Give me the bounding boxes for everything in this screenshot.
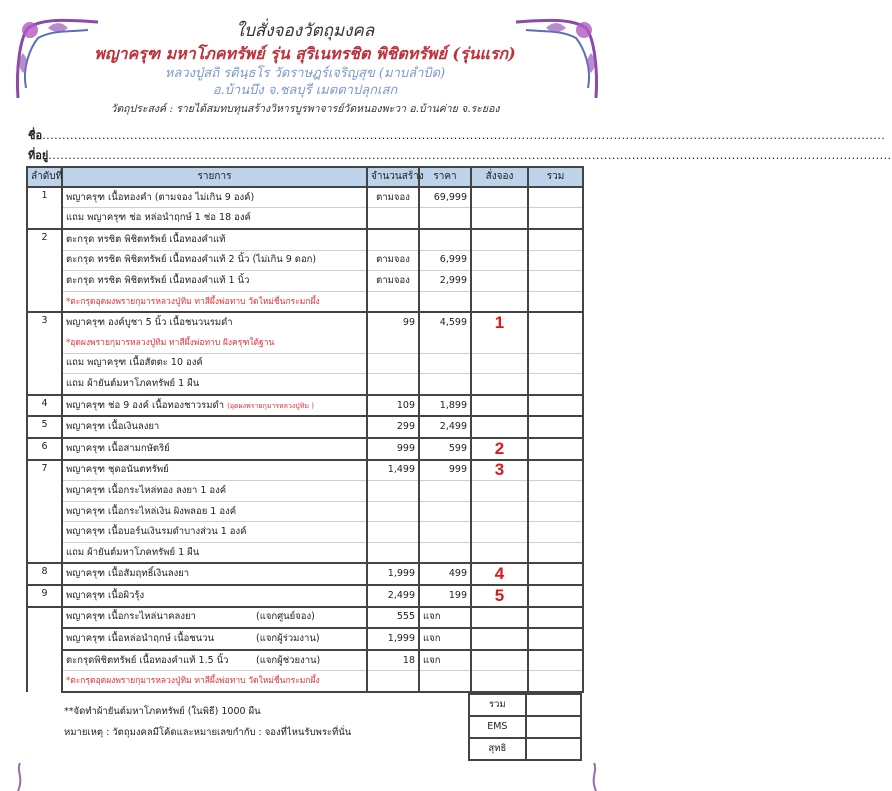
row-no: 1 xyxy=(27,187,62,229)
empty-cell xyxy=(27,607,62,692)
footer xyxy=(26,693,582,761)
row-item: แถม พญาครุฑ ช่อ หล่อนำฤกษ์ 1 ช่อ 18 องค์ xyxy=(62,208,367,229)
empty-cell xyxy=(419,481,471,502)
row-note: *อุดผงพรายกุมารหลวงปู่ทิม ทาสีผึ้งพ่อทาบ ฝังครุฑใต้ฐาน xyxy=(62,333,367,353)
table-row xyxy=(27,650,583,671)
row-total-cell[interactable] xyxy=(528,563,583,585)
summary-row-net xyxy=(469,738,581,760)
row-total-cell[interactable] xyxy=(528,208,583,229)
table-row xyxy=(27,628,583,650)
ornament-bottom-left-icon xyxy=(12,763,32,791)
table-row xyxy=(27,291,583,312)
table-row xyxy=(27,208,583,229)
row-item-note: (อุดผงพรายกุมารหลวงปู่ทิม ) xyxy=(227,401,314,410)
row-total-cell[interactable] xyxy=(528,671,583,692)
footer-notes xyxy=(64,701,444,743)
col-header-price: ราคา xyxy=(419,167,471,187)
table-row xyxy=(27,395,583,417)
empty-cell xyxy=(367,522,419,543)
row-item: ตะกรุด ทรชิต พิชิตทรัพย์ เนื้อทองคำแท้ 1 นิ้ว xyxy=(62,271,367,292)
row-item: พญาครุฑ องค์บูชา 5 นิ้ว เนื้อชนวนรมดำ xyxy=(62,312,367,333)
row-item-cell xyxy=(62,607,367,629)
table-row xyxy=(27,353,583,374)
table-header xyxy=(27,167,583,187)
table-row xyxy=(27,438,583,460)
row-total-cell[interactable] xyxy=(528,395,583,417)
col-header-item: รายการ xyxy=(62,167,367,187)
col-header-total: รวม xyxy=(528,167,583,187)
footer-note-cloth: **จัดทำผ้ายันต์มหาโภคทรัพย์ (ในพิธี) 1000 ผืน xyxy=(64,706,261,718)
empty-cell xyxy=(367,481,419,502)
table-row xyxy=(27,460,583,481)
row-item: พญาครุฑ ชุดอนันตทรัพย์ xyxy=(62,460,367,481)
empty-cell xyxy=(367,333,419,353)
row-price: 4,599 xyxy=(419,312,471,333)
row-total-cell[interactable] xyxy=(528,501,583,522)
address-dots: ................................................................................................................................................................................................................... xyxy=(48,148,892,162)
row-price: 2,499 xyxy=(419,416,471,438)
row-order-value[interactable]: 2 xyxy=(471,438,528,460)
row-total-cell[interactable] xyxy=(528,542,583,563)
row-note: *ตะกรุดอุดผงพรายกุมารหลวงปู่ทิม ทาสีผึ้งพ่อทาบ วัดใหม่ชื่นกระมกผึ้ง xyxy=(62,291,367,312)
row-total-cell[interactable] xyxy=(528,333,583,353)
row-item-cell xyxy=(62,628,367,650)
row-price: แจก xyxy=(419,607,471,629)
row-order-cell[interactable] xyxy=(471,481,528,502)
row-order-cell[interactable] xyxy=(471,333,528,353)
table-row xyxy=(27,671,583,692)
empty-cell xyxy=(419,333,471,353)
row-order-cell[interactable] xyxy=(471,542,528,563)
form-title: ใบสั่งจองวัตถุมงคล xyxy=(235,21,375,41)
row-order-cell[interactable] xyxy=(471,501,528,522)
row-item: พญาครุฑ เนื้อสัมฤทธิ์เงินลงยา xyxy=(62,563,367,585)
summary-row-ems xyxy=(469,716,581,738)
row-tag: (แจกผู้ช่วยงาน) xyxy=(256,654,321,666)
table-row xyxy=(27,333,583,353)
row-item-cell xyxy=(62,395,367,417)
row-item: พญาครุฑ เนื้อกระไหล่นาคลงยา xyxy=(66,611,196,623)
name-dots: ................................................................................................................................................................................................................... xyxy=(42,128,886,142)
row-total-cell[interactable] xyxy=(528,271,583,292)
row-qty: 18 xyxy=(367,650,419,671)
location: อ.บ้านบึง จ.ชลบุรี เมตตาปลุกเสก xyxy=(212,83,398,99)
summary-value-net[interactable] xyxy=(526,738,581,760)
row-order-cell[interactable] xyxy=(471,187,528,208)
row-order-cell[interactable] xyxy=(471,374,528,395)
row-price: 199 xyxy=(419,585,471,607)
row-order-value[interactable]: 5 xyxy=(471,585,528,607)
row-item: ตะกรุด ทรชิต พิชิตทรัพย์ เนื้อทองคำแท้ 2 นิ้ว (ไม่เกิน 9 ดอก) xyxy=(62,250,367,271)
row-order-cell[interactable] xyxy=(471,416,528,438)
empty-cell xyxy=(367,542,419,563)
row-item: พญาครุฑ เนื้อผิวรุ้ง xyxy=(62,585,367,607)
empty-cell xyxy=(419,374,471,395)
bottom-space xyxy=(0,761,610,791)
empty-cell xyxy=(367,353,419,374)
summary-table xyxy=(468,693,582,761)
row-price: แจก xyxy=(419,628,471,650)
row-item: แถม ผ้ายันต์มหาโภคทรัพย์ 1 ผืน xyxy=(62,542,367,563)
col-header-qty: จำนวนสร้าง xyxy=(367,167,419,187)
row-no: 7 xyxy=(27,460,62,564)
row-order-cell[interactable] xyxy=(471,671,528,692)
row-price: 499 xyxy=(419,563,471,585)
table-row xyxy=(27,607,583,629)
empty-cell xyxy=(419,671,471,692)
row-price: 6,999 xyxy=(419,250,471,271)
row-note: *ตะกรุดอุดผงพรายกุมารหลวงปู่ทิม ทาสีผึ้งพ่อทาบ วัดใหม่ชื่นกระมกผึ้ง xyxy=(62,671,367,692)
empty-cell xyxy=(367,501,419,522)
empty-cell xyxy=(367,291,419,312)
row-tag: (แจกผู้ร่วมงาน) xyxy=(256,633,320,645)
row-item: พญาครุฑ เนื้อสามกษัตริย์ xyxy=(62,438,367,460)
row-price: 999 xyxy=(419,460,471,481)
row-total-cell[interactable] xyxy=(528,628,583,650)
summary-label-ems: EMS xyxy=(469,716,526,738)
row-no: 3 xyxy=(27,312,62,394)
row-total-cell[interactable] xyxy=(528,607,583,629)
footer-remark: หมายเหตุ : วัตถุมงคลมีโค้ดและหมายเลขกำกับ : จองที่ไหนรับพระที่นั่น xyxy=(64,727,352,739)
empty-cell xyxy=(419,208,471,229)
row-total-cell[interactable] xyxy=(528,250,583,271)
row-tag: (แจกศูนย์จอง) xyxy=(256,611,315,623)
row-item: ตะกรุด ทรชิต พิชิตทรัพย์ เนื้อทองคำแท้ xyxy=(62,229,367,250)
row-order-cell[interactable] xyxy=(471,250,528,271)
row-qty: 1,999 xyxy=(367,563,419,585)
row-order-value[interactable]: 3 xyxy=(471,460,528,481)
customer-form xyxy=(28,126,892,166)
col-header-no: ลำดับที่ xyxy=(27,167,62,187)
row-order-cell[interactable] xyxy=(471,353,528,374)
table-row xyxy=(27,481,583,502)
row-order-cell[interactable] xyxy=(471,208,528,229)
row-qty: 299 xyxy=(367,416,419,438)
monk-name: หลวงปู่สถิ รตินฺธโร วัดราษฎร์เจริญสุข (มาบลำบิด) xyxy=(164,65,446,81)
table-row xyxy=(27,187,583,208)
row-item: ตะกรุดพิชิตทรัพย์ เนื้อทองคำแท้ 1.5 นิ้ว xyxy=(66,654,229,666)
row-item: พญาครุฑ ช่อ 9 องค์ เนื้อทองชาวรมดำ xyxy=(66,399,225,411)
summary-row-total xyxy=(469,694,581,716)
row-no: 5 xyxy=(27,416,62,438)
table-row xyxy=(27,374,583,395)
row-order-cell[interactable] xyxy=(471,395,528,417)
summary-label-net: สุทธิ xyxy=(469,738,526,760)
row-qty: 555 xyxy=(367,607,419,629)
empty-cell xyxy=(419,522,471,543)
row-total-cell[interactable] xyxy=(528,481,583,502)
row-item: พญาครุฑ เนื้อกระไหล่ทอง ลงยา 1 องค์ xyxy=(62,481,367,502)
row-no: 2 xyxy=(27,229,62,312)
ornament-bottom-right-icon xyxy=(582,763,602,791)
table-row xyxy=(27,542,583,563)
row-item: พญาครุฑ เนื้อทองคำ (ตามจอง ไม่เกิน 9 องค์) xyxy=(62,187,367,208)
row-order-cell[interactable] xyxy=(471,522,528,543)
collection-title: พญาครุฑ มหาโภคทรัพย์ รุ่น สุริเนทรชิต พิชิตทรัพย์ (รุ่นแรก) xyxy=(94,43,516,63)
empty-cell xyxy=(367,374,419,395)
table-row xyxy=(27,501,583,522)
row-price: 69,999 xyxy=(419,187,471,208)
row-total-cell[interactable] xyxy=(528,650,583,671)
row-item: พญาครุฑ เนื้อหล่อนำฤกษ์ เนื้อชนวน xyxy=(66,633,215,645)
table-row xyxy=(27,563,583,585)
row-total-cell[interactable] xyxy=(528,374,583,395)
order-table-wrap xyxy=(26,166,582,693)
row-total-cell[interactable] xyxy=(528,416,583,438)
row-qty: ตามจอง xyxy=(367,187,419,208)
row-price: 1,899 xyxy=(419,395,471,417)
address-field[interactable] xyxy=(28,146,892,166)
table-row xyxy=(27,229,583,250)
ornament-top-right-icon xyxy=(506,8,606,108)
row-order-cell[interactable] xyxy=(471,229,528,250)
row-order-cell[interactable] xyxy=(471,650,528,671)
row-qty: 1,499 xyxy=(367,460,419,481)
summary-label-total: รวม xyxy=(469,694,526,716)
name-field[interactable] xyxy=(28,126,886,146)
row-no: 8 xyxy=(27,563,62,585)
row-total-cell[interactable] xyxy=(528,438,583,460)
row-order-cell[interactable] xyxy=(471,271,528,292)
col-header-order: สั่งจอง xyxy=(471,167,528,187)
empty-cell xyxy=(419,229,471,250)
row-qty: ตามจอง xyxy=(367,250,419,271)
table-row xyxy=(27,416,583,438)
row-order-cell[interactable] xyxy=(471,607,528,629)
empty-cell xyxy=(419,291,471,312)
row-no: 9 xyxy=(27,585,62,607)
table-row xyxy=(27,585,583,607)
row-total-cell[interactable] xyxy=(528,291,583,312)
row-total-cell[interactable] xyxy=(528,460,583,481)
table-row xyxy=(27,250,583,271)
row-qty: 1,999 xyxy=(367,628,419,650)
address-label: ที่อยู่ xyxy=(28,148,49,162)
row-qty: 999 xyxy=(367,438,419,460)
row-no: 4 xyxy=(27,395,62,417)
row-qty: ตามจอง xyxy=(367,271,419,292)
name-label: ชื่อ xyxy=(28,128,43,142)
row-price: 599 xyxy=(419,438,471,460)
summary-value-total[interactable] xyxy=(526,694,581,716)
row-item-cell xyxy=(62,650,367,671)
row-no: 6 xyxy=(27,438,62,460)
ornament-top-left-icon xyxy=(8,8,108,108)
order-table xyxy=(26,166,584,693)
empty-cell xyxy=(367,208,419,229)
row-item: แถม ผ้ายันต์มหาโภคทรัพย์ 1 ผืน xyxy=(62,374,367,395)
empty-cell xyxy=(419,353,471,374)
row-price: 2,999 xyxy=(419,271,471,292)
row-order-value[interactable]: 4 xyxy=(471,563,528,585)
empty-cell xyxy=(367,671,419,692)
row-total-cell[interactable] xyxy=(528,353,583,374)
row-item: พญาครุฑ เนื้อเงินลงยา xyxy=(62,416,367,438)
row-price: แจก xyxy=(419,650,471,671)
row-item: พญาครุฑ เนื้อกระไหล่เงิน ผิงพลอย 1 องค์ xyxy=(62,501,367,522)
summary-value-ems[interactable] xyxy=(526,716,581,738)
row-item: แถม พญาครุฑ เนื้อสัตตะ 10 องค์ xyxy=(62,353,367,374)
row-item: พญาครุฑ เนื้อบอร์นเงินรมดำบางส่วน 1 องค์ xyxy=(62,522,367,543)
table-row xyxy=(27,522,583,543)
purpose: วัตถุประสงค์ : รายได้สมทบทุนสร้างวิหารบูรพาจารย์วัดหนองพะวา อ.บ้านค่าย จ.ระยอง xyxy=(110,102,500,115)
row-order-cell[interactable] xyxy=(471,291,528,312)
row-order-value[interactable]: 1 xyxy=(471,312,528,333)
row-qty: 2,499 xyxy=(367,585,419,607)
row-total-cell[interactable] xyxy=(528,229,583,250)
empty-cell xyxy=(419,501,471,522)
row-total-cell[interactable] xyxy=(528,522,583,543)
row-qty: 109 xyxy=(367,395,419,417)
row-order-cell[interactable] xyxy=(471,628,528,650)
row-qty: 99 xyxy=(367,312,419,333)
empty-cell xyxy=(367,229,419,250)
row-total-cell[interactable] xyxy=(528,585,583,607)
empty-cell xyxy=(419,542,471,563)
row-total-cell[interactable] xyxy=(528,312,583,333)
table-row xyxy=(27,271,583,292)
table-row xyxy=(27,312,583,333)
row-total-cell[interactable] xyxy=(528,187,583,208)
